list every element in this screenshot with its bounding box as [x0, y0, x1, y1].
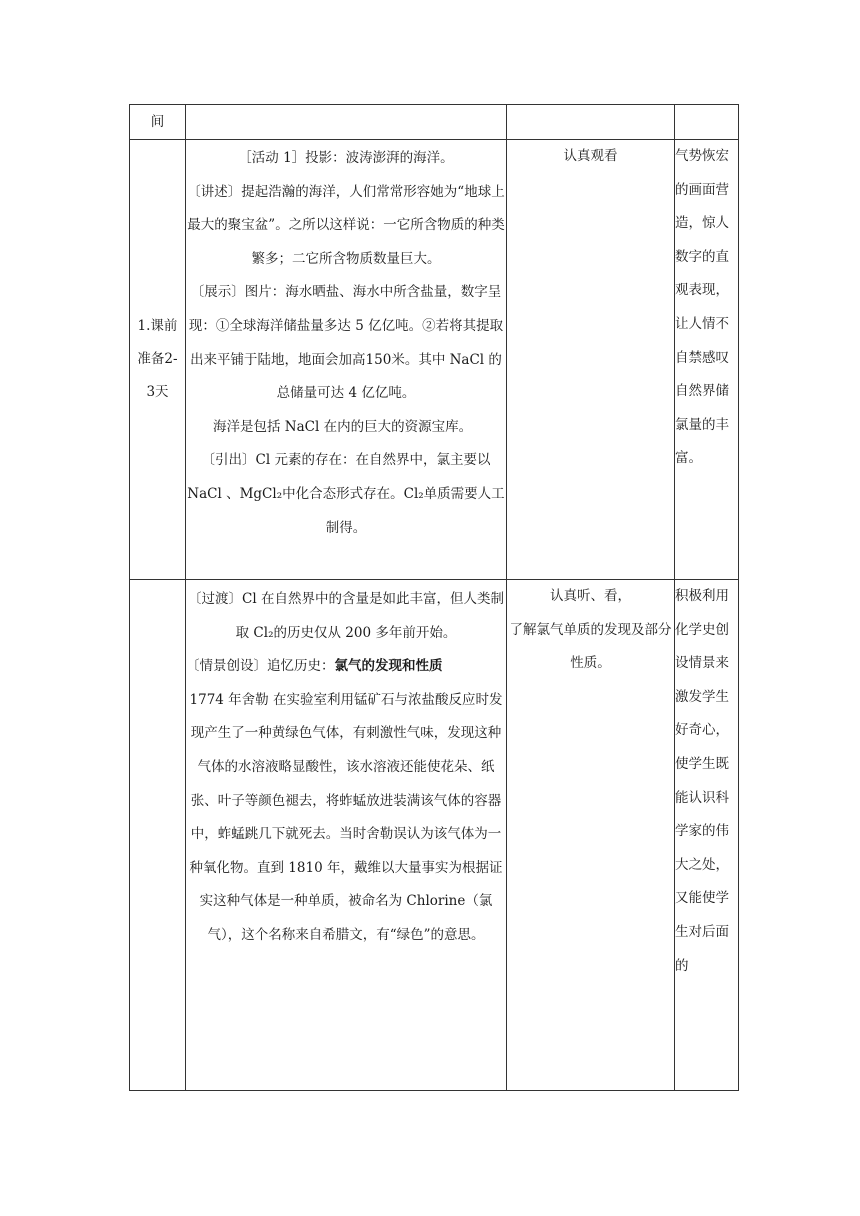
- teacher-activity-cell: [186, 140, 507, 580]
- purpose-cell: [675, 105, 739, 140]
- paragraph: 〔展示〕图片：海水晒盐、海水中所含盐量，数字呈现：①全球海洋储盐量多达 5 亿亿吨。②若将其提取出来平铺于陆地，地面会加高150米。其中 NaCl 的总储量可达 4 亿亿吨。: [188, 284, 504, 402]
- scenario-label: 〔情景创设〕追忆历史：: [186, 658, 335, 675]
- table-row: [130, 140, 739, 580]
- paragraph: ［活动 1］投影：波涛澎湃的海洋。: [238, 150, 454, 166]
- table-row: [130, 105, 739, 140]
- content-cell: [186, 105, 507, 140]
- section-heading: 氯气的发现和性质: [334, 658, 443, 675]
- activity-cell: [507, 105, 675, 140]
- lesson-plan-table: [129, 104, 739, 1091]
- paragraph: 〔讲述〕提起浩瀚的海洋，人们常常形容她为“地球上最大的聚宝盆”。之所以这样说：一它所含物质的种类繁多；二它所含物质数量巨大。: [187, 183, 505, 267]
- paragraph: 海洋是包括 NaCl 在内的巨大的资源宝库。: [213, 418, 473, 435]
- student-activity-cell: [507, 140, 675, 580]
- student-activity-line: 认真听、看，: [550, 588, 631, 604]
- paragraph: 〔引出〕Cl 元素的存在：在自然界中，氯主要以 NaCl 、MgCl₂中化合态形式存在。Cl₂单质需要人工制得。: [187, 452, 505, 536]
- stage-cell: 1.课前准备2-3天: [130, 140, 186, 580]
- student-activity-cell: [507, 580, 675, 1091]
- teacher-activity-cell: [186, 580, 507, 1091]
- paragraph: 1774 年舍勒 在实验室利用锰矿石与浓盐酸反应时发现产生了一种黄绿色气体，有刺激性气味，发现这种气体的水溶液略显酸性，该水溶液还能使花朵、纸张、叶子等颜色褪去，将蚱蜢放进装满该气体的容器中，蚱蜢跳几下就死去。当时舍勒误认为该气体为一种氧化物。直到 1810 年，戴维以大量事实为根据证实这种气体是一种单质，被命名为 Chlorine（氯气），这个名称来自希腊文，有“绿色”的意思。: [189, 691, 503, 943]
- design-purpose-cell: 气势恢宏的画面营造，惊人数字的直观表现，让人情不自禁感叹自然界储氯量的丰富。: [675, 140, 739, 580]
- design-purpose-cell: 积极利用化学史创设情景来激发学生好奇心，使学生既能认识科学家的伟大之处，又能使学生对后面的: [675, 580, 739, 1091]
- paragraph: 〔过渡〕Cl 在自然界中的含量是如此丰富，但人类制取 Cl₂的历史仅从 200 多年前开始。: [188, 591, 504, 641]
- table-row: [130, 580, 739, 1091]
- student-activity-text: 认真观看: [563, 148, 618, 164]
- student-activity-line: 了解氯气单质的发现及部分性质。: [509, 621, 672, 672]
- paragraph: [186, 650, 506, 684]
- stage-cell: 间: [130, 105, 186, 140]
- stage-cell: [130, 580, 186, 1091]
